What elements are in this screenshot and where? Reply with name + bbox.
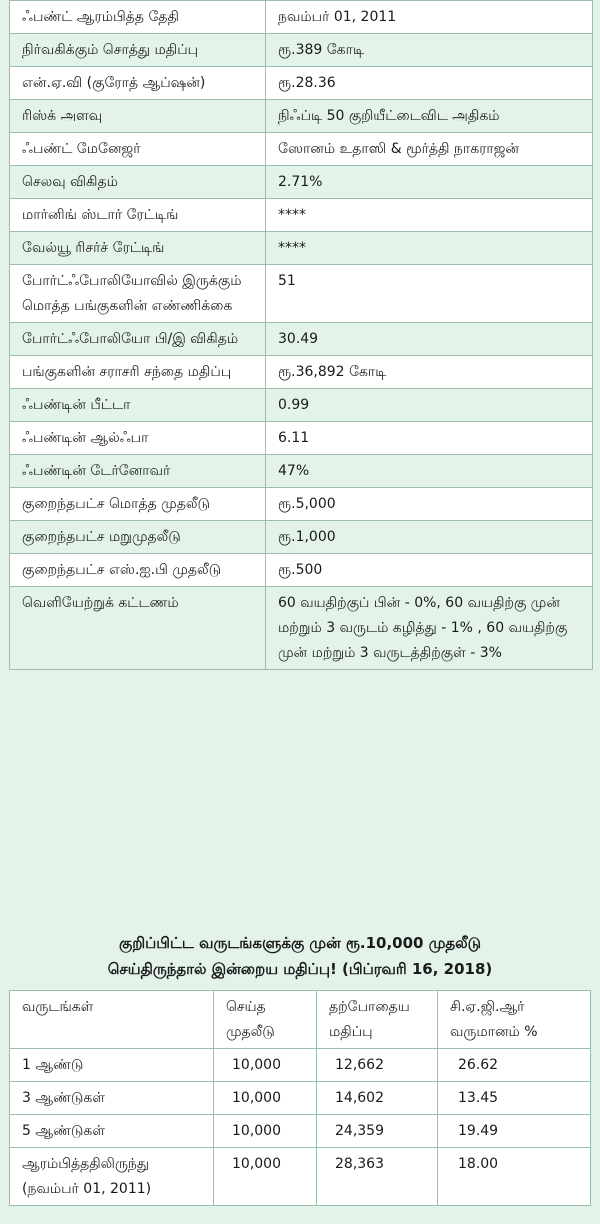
info-label: ஃபண்டின் பீட்டா bbox=[10, 389, 266, 422]
row-cagr: 19.49 bbox=[438, 1115, 591, 1148]
info-value: ஸோனம் உதாஸி & மூர்த்தி நாகராஜன் bbox=[266, 133, 593, 166]
returns-row-since-inception bbox=[10, 1148, 591, 1206]
info-row-turnover bbox=[10, 455, 593, 488]
row-period: 5 ஆண்டுகள் bbox=[10, 1115, 214, 1148]
info-value: 51 bbox=[266, 265, 593, 323]
returns-title-line-1: குறிப்பிட்ட வருடங்களுக்கு முன் ரூ.10,000 முதலீடு bbox=[119, 934, 481, 952]
info-row-launch-date bbox=[10, 1, 593, 34]
row-cagr: 26.62 bbox=[438, 1049, 591, 1082]
header-years: வருடங்கள் bbox=[10, 991, 214, 1049]
returns-row-1-year bbox=[10, 1049, 591, 1082]
row-cagr: 13.45 bbox=[438, 1082, 591, 1115]
row-invested: 10,000 bbox=[214, 1082, 317, 1115]
info-value: **** bbox=[266, 199, 593, 232]
info-label: ஃபண்ட் ஆரம்பித்த தேதி bbox=[10, 1, 266, 34]
info-label: நிர்வகிக்கும் சொத்து மதிப்பு bbox=[10, 34, 266, 67]
row-invested: 10,000 bbox=[214, 1115, 317, 1148]
row-current-value: 14,602 bbox=[317, 1082, 438, 1115]
info-value: ரூ.500 bbox=[266, 554, 593, 587]
info-label: வேல்யூ ரிசர்ச் ரேட்டிங் bbox=[10, 232, 266, 265]
info-label: வெளியேற்றுக் கட்டணம் bbox=[10, 587, 266, 670]
info-label: போர்ட்ஃபோலியோவில் இருக்கும் மொத்த பங்குகளின் எண்ணிக்கை bbox=[10, 265, 266, 323]
info-row-value-research-rating bbox=[10, 232, 593, 265]
info-label: குறைந்தபட்ச எஸ்.ஐ.பி முதலீடு bbox=[10, 554, 266, 587]
info-value: **** bbox=[266, 232, 593, 265]
row-period: 1 ஆண்டு bbox=[10, 1049, 214, 1082]
row-current-value: 28,363 bbox=[317, 1148, 438, 1206]
returns-row-3-years bbox=[10, 1082, 591, 1115]
info-label: குறைந்தபட்ச மறுமுதலீடு bbox=[10, 521, 266, 554]
info-value: ரூ.1,000 bbox=[266, 521, 593, 554]
info-row-nav bbox=[10, 67, 593, 100]
info-row-stock-count bbox=[10, 265, 593, 323]
info-row-expense-ratio bbox=[10, 166, 593, 199]
returns-table bbox=[9, 990, 591, 1206]
info-row-morningstar-rating bbox=[10, 199, 593, 232]
info-value: ரூ.28.36 bbox=[266, 67, 593, 100]
info-value: ரூ.389 கோடி bbox=[266, 34, 593, 67]
info-value: 47% bbox=[266, 455, 593, 488]
info-label: போர்ட்ஃபோலியோ பி/இ விகிதம் bbox=[10, 323, 266, 356]
info-label: ஃபண்டின் டேர்னோவர் bbox=[10, 455, 266, 488]
returns-title bbox=[0, 930, 600, 982]
header-current-value: தற்போதைய மதிப்பு bbox=[317, 991, 438, 1049]
info-row-min-investment bbox=[10, 488, 593, 521]
header-cagr: சி.ஏ.ஜி.ஆர் வருமானம் % bbox=[438, 991, 591, 1049]
returns-title-line-2: செய்திருந்தால் இன்றைய மதிப்பு! (பிப்ரவரி 16, 2018) bbox=[107, 960, 493, 978]
info-label: ஃபண்டின் ஆல்ஃபா bbox=[10, 422, 266, 455]
info-value: ரூ.36,892 கோடி bbox=[266, 356, 593, 389]
row-current-value: 24,359 bbox=[317, 1115, 438, 1148]
row-period: ஆரம்பித்ததிலிருந்து (நவம்பர் 01, 2011) bbox=[10, 1148, 214, 1206]
info-row-alpha bbox=[10, 422, 593, 455]
info-value: 30.49 bbox=[266, 323, 593, 356]
info-row-aum bbox=[10, 34, 593, 67]
info-label: குறைந்தபட்ச மொத்த முதலீடு bbox=[10, 488, 266, 521]
row-cagr: 18.00 bbox=[438, 1148, 591, 1206]
info-value: நிஃப்டி 50 குறியீட்டைவிட அதிகம் bbox=[266, 100, 593, 133]
info-label: பங்குகளின் சராசரி சந்தை மதிப்பு bbox=[10, 356, 266, 389]
info-value: ரூ.5,000 bbox=[266, 488, 593, 521]
info-value: 0.99 bbox=[266, 389, 593, 422]
info-label: ஃபண்ட் மேனேஜர் bbox=[10, 133, 266, 166]
returns-header-row bbox=[10, 991, 591, 1049]
header-invested: செய்த முதலீடு bbox=[214, 991, 317, 1049]
row-invested: 10,000 bbox=[214, 1049, 317, 1082]
info-label: மார்னிங் ஸ்டார் ரேட்டிங் bbox=[10, 199, 266, 232]
info-row-pe-ratio bbox=[10, 323, 593, 356]
info-row-min-sip bbox=[10, 554, 593, 587]
row-invested: 10,000 bbox=[214, 1148, 317, 1206]
info-value: 2.71% bbox=[266, 166, 593, 199]
info-row-exit-load bbox=[10, 587, 593, 670]
info-value: நவம்பர் 01, 2011 bbox=[266, 1, 593, 34]
row-period: 3 ஆண்டுகள் bbox=[10, 1082, 214, 1115]
info-row-fund-manager bbox=[10, 133, 593, 166]
info-row-min-reinvestment bbox=[10, 521, 593, 554]
row-current-value: 12,662 bbox=[317, 1049, 438, 1082]
returns-row-5-years bbox=[10, 1115, 591, 1148]
info-label: செலவு விகிதம் bbox=[10, 166, 266, 199]
info-row-risk bbox=[10, 100, 593, 133]
info-value: 6.11 bbox=[266, 422, 593, 455]
info-label: என்.ஏ.வி (குரோத் ஆப்ஷன்) bbox=[10, 67, 266, 100]
info-row-beta bbox=[10, 389, 593, 422]
info-value: 60 வயதிற்குப் பின் - 0%, 60 வயதிற்கு முன் மற்றும் 3 வருடம் கழித்து - 1% , 60 வயதிற்கு முன் மற்றும் 3 வருடத்திற்குள் - 3% bbox=[266, 587, 593, 670]
fund-info-table bbox=[9, 0, 593, 670]
info-label: ரிஸ்க் அளவு bbox=[10, 100, 266, 133]
info-row-avg-market-cap bbox=[10, 356, 593, 389]
